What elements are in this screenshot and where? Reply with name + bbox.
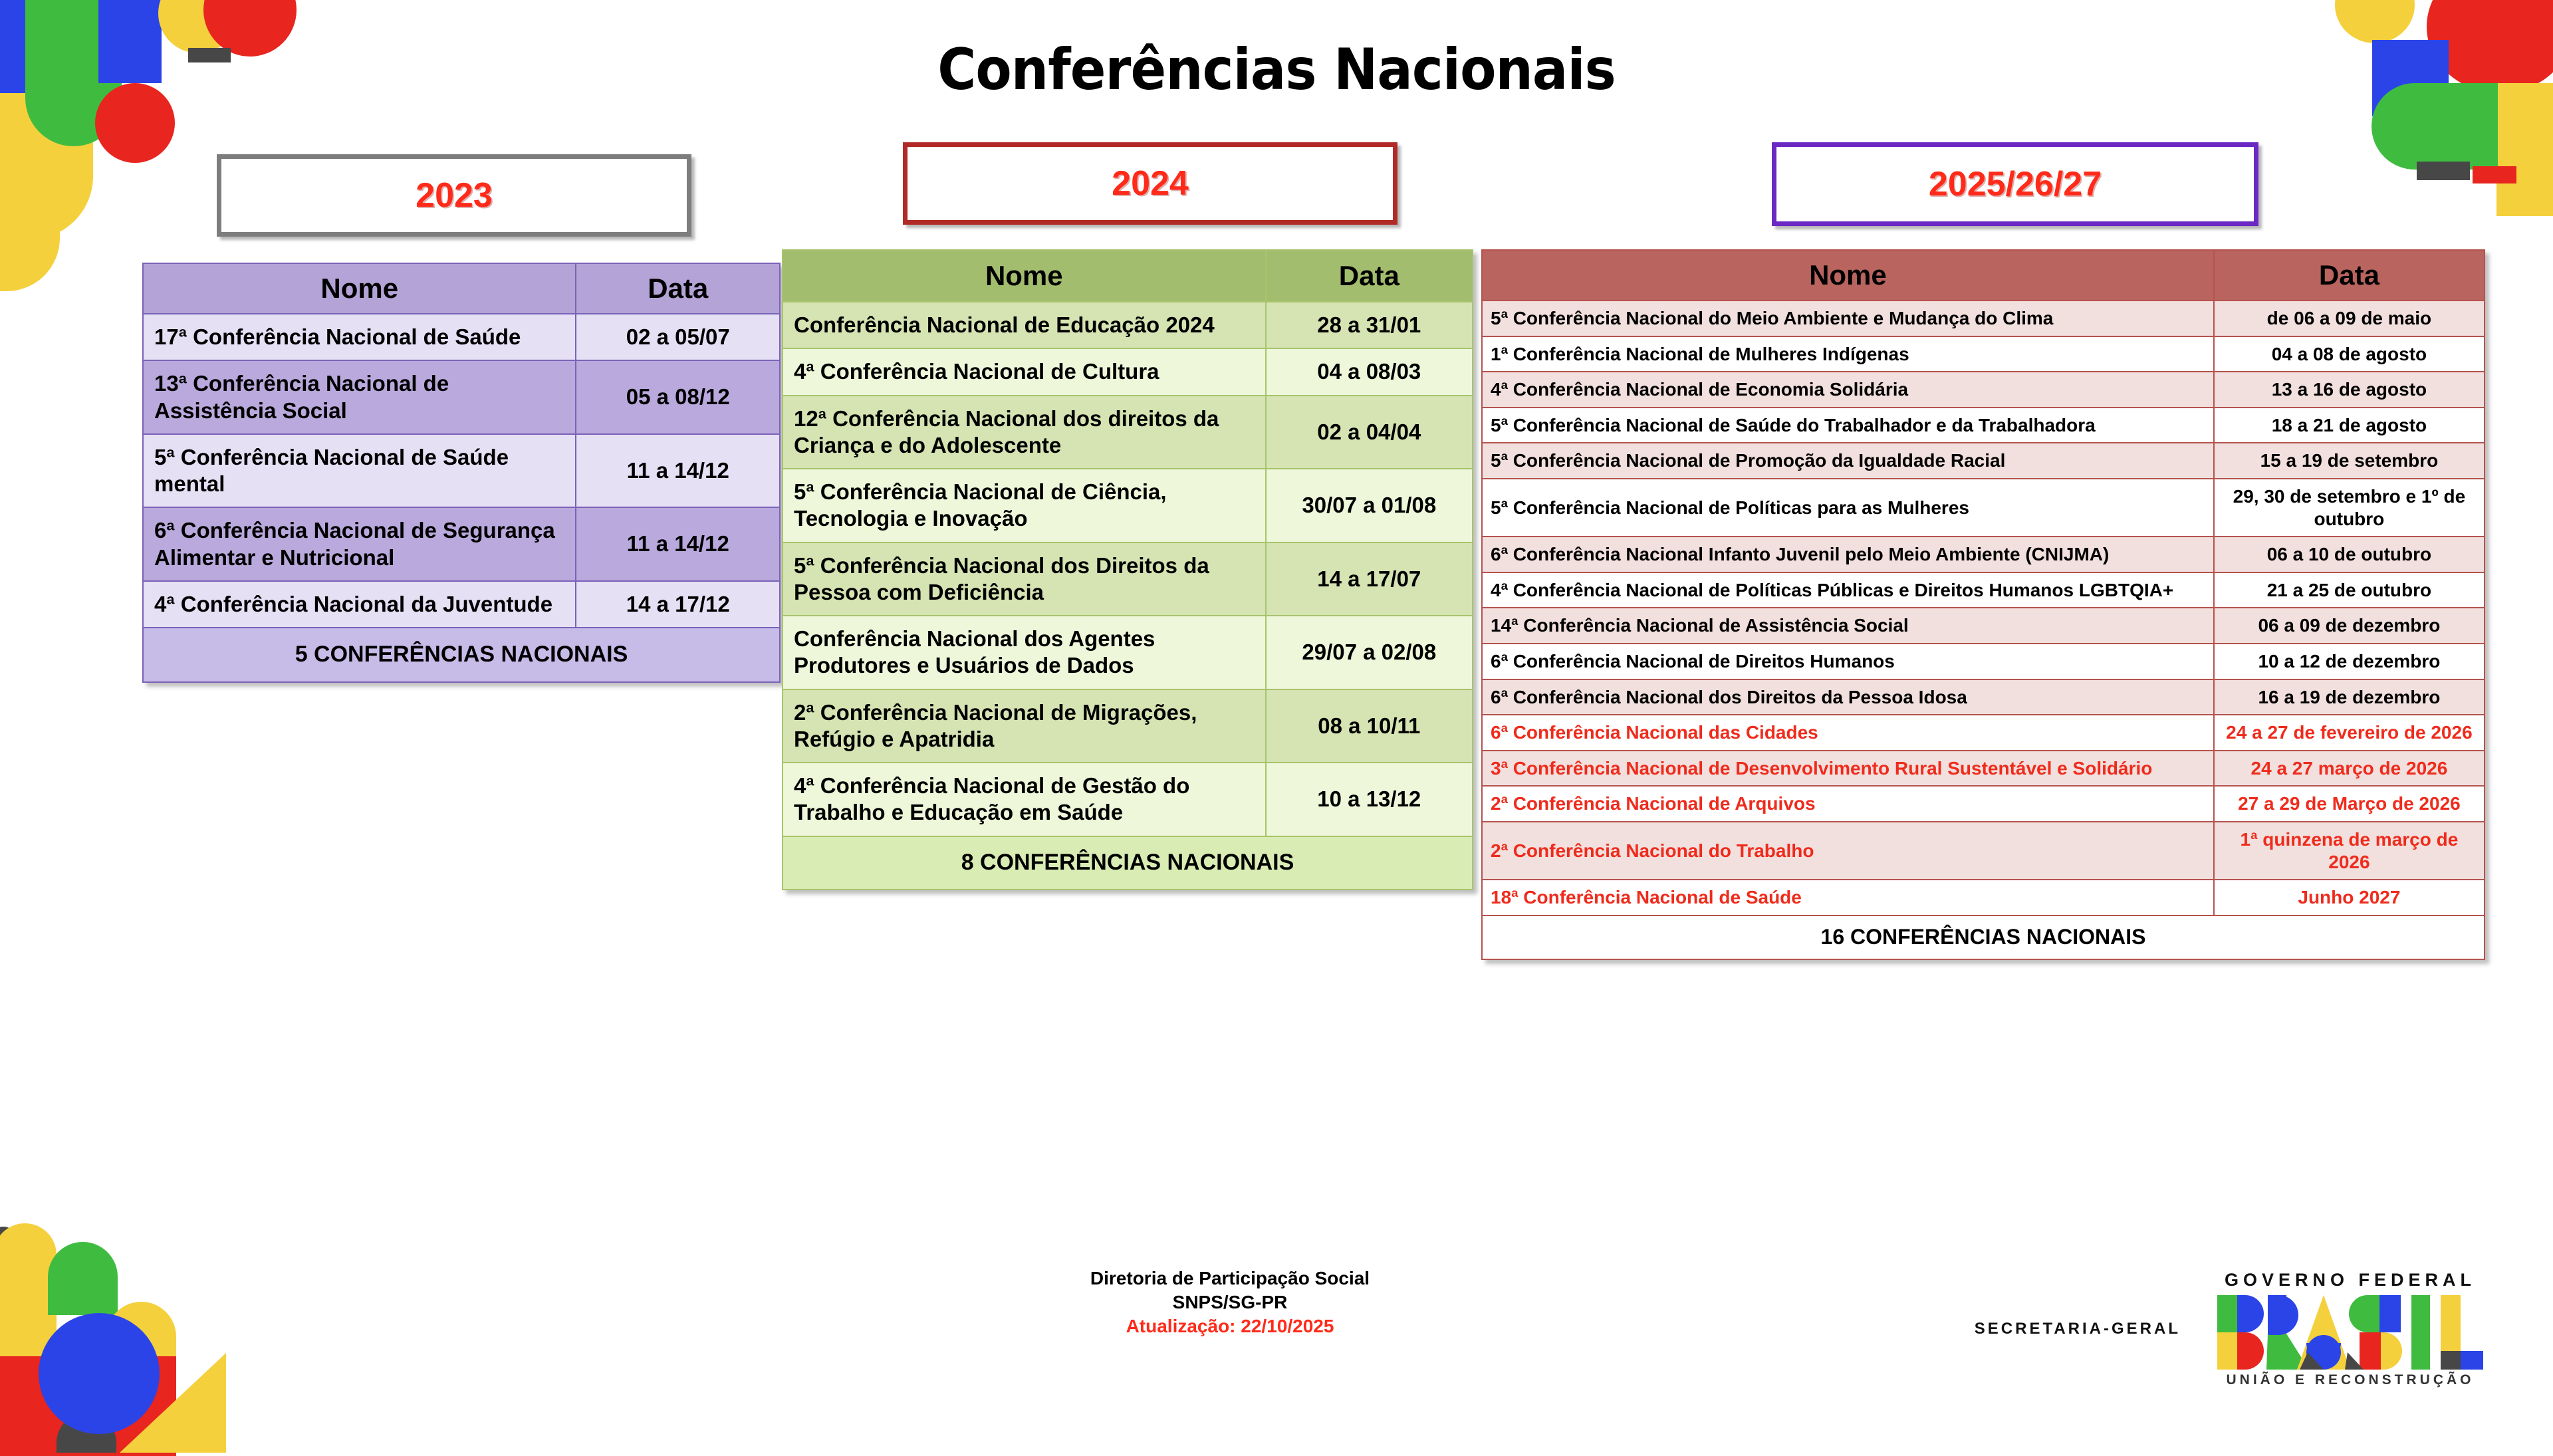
decoration-top-right-yellow-rect [2496,83,2553,216]
cell-conference-name: 14ª Conferência Nacional de Assistência Social [1482,608,2214,644]
table-header-row [783,250,1473,302]
cell-conference-name: 4ª Conferência Nacional de Gestão do Trabalho e Educação em Saúde [783,763,1266,836]
cell-conference-name: 5ª Conferência Nacional do Meio Ambiente e Mudança do Clima [1482,301,2214,336]
cell-conference-name: Conferência Nacional dos Agentes Produtores e Usuários de Dados [783,616,1266,689]
cell-conference-date: Junho 2027 [2214,880,2485,915]
decoration-bottom-left-yellow-capsule-2 [106,1302,176,1382]
table-row [783,348,1473,395]
cell-conference-date: 11 a 14/12 [576,507,780,581]
decoration-bottom-left-yellow-capsule [0,1223,57,1356]
table-row [783,396,1473,469]
conferences-table-2023 [142,263,781,683]
table-footer-row [143,628,780,682]
cell-conference-date: 10 a 12 de dezembro [2214,644,2485,679]
year-badge-2023-label: 2023 [416,176,493,215]
cell-conference-name: Conferência Nacional de Educação 2024 [783,302,1266,348]
column-header-name: Nome [1482,250,2214,301]
table-row [1482,786,2485,822]
cell-conference-name: 3ª Conferência Nacional de Desenvolvimento Rural Sustentável e Solidário [1482,751,2214,787]
cell-conference-name: 5ª Conferência Nacional de Promoção da Igualdade Racial [1482,443,2214,479]
decoration-bottom-left-blue-circle [39,1313,160,1434]
cell-conference-name: 18ª Conferência Nacional de Saúde [1482,880,2214,915]
decoration-top-right-dark-bar [2417,162,2470,180]
table-row [1482,408,2485,443]
table-footer-row [1482,915,2485,959]
logo-top-label: GOVERNO FEDERAL [2224,1270,2477,1290]
credits-line-2: SNPS/SG-PR [1172,1291,1288,1312]
table-body-2024 [783,302,1473,836]
cell-conference-name: 6ª Conferência Nacional Infanto Juvenil pelo Meio Ambiente (CNIJMA) [1482,537,2214,572]
cell-conference-date: 08 a 10/11 [1266,689,1473,763]
cell-conference-date: 29/07 a 02/08 [1266,616,1473,689]
year-badge-2025-label: 2025/26/27 [1928,165,2102,203]
table-row [1482,644,2485,679]
cell-conference-date: 04 a 08 de agosto [2214,336,2485,372]
table-row [783,689,1473,763]
cell-conference-name: 6ª Conferência Nacional dos Direitos da Pessoa Idosa [1482,679,2214,715]
cell-conference-date: 13 a 16 de agosto [2214,372,2485,408]
column-header-name: Nome [143,263,576,314]
table-footer-2025: 16 CONFERÊNCIAS NACIONAIS [1482,915,2485,959]
table-row [1482,880,2485,915]
year-badge-2024-label: 2024 [1112,164,1189,203]
column-header-name: Nome [783,250,1266,302]
cell-conference-name: 6ª Conferência Nacional das Cidades [1482,715,2214,751]
table-row [1482,443,2485,479]
decoration-bottom-left-dark-capsule [0,1227,17,1360]
table-row [1482,336,2485,372]
cell-conference-date: 16 a 19 de dezembro [2214,679,2485,715]
cell-conference-date: 14 a 17/07 [1266,543,1473,616]
cell-conference-date: 18 a 21 de agosto [2214,408,2485,443]
cell-conference-date: 28 a 31/01 [1266,302,1473,348]
cell-conference-name: 2ª Conferência Nacional de Migrações, Refúgio e Apatridia [783,689,1266,763]
table-header-row [1482,250,2485,301]
credits-update-date: Atualização: 22/10/2025 [1126,1315,1334,1336]
cell-conference-name: 6ª Conferência Nacional de Segurança Alimentar e Nutricional [143,507,576,581]
governo-federal-logo [2207,1270,2493,1388]
year-badge-2024 [903,142,1398,225]
table-row [1482,537,2485,572]
cell-conference-name: 5ª Conferência Nacional de Saúde do Trabalhador e da Trabalhadora [1482,408,2214,443]
decoration-top-right-red-bar [2473,166,2516,183]
table-row [1482,479,2485,537]
cell-conference-date: 14 a 17/12 [576,581,780,628]
conferences-table-2025-26-27 [1481,249,2485,960]
table-row [783,616,1473,689]
cell-conference-name: 17ª Conferência Nacional de Saúde [143,314,576,360]
table-row [1482,572,2485,608]
cell-conference-name: 4ª Conferência Nacional de Economia Solidária [1482,372,2214,408]
cell-conference-date: 24 a 27 de fevereiro de 2026 [2214,715,2485,751]
decoration-bottom-left-dark-capsule-2 [57,1413,116,1453]
table-row [143,360,780,434]
cell-conference-date: 1ª quinzena de março de 2026 [2214,822,2485,880]
table-row [143,434,780,508]
decoration-bottom-left-green-capsule [48,1242,118,1315]
column-header-date: Data [576,263,780,314]
cell-conference-name: 13ª Conferência Nacional de Assistência Social [143,360,576,434]
table-body-2025 [1482,301,2485,915]
cell-conference-date: 30/07 a 01/08 [1266,469,1473,543]
table-row [1482,372,2485,408]
cell-conference-date: 02 a 04/04 [1266,396,1473,469]
cell-conference-name: 1ª Conferência Nacional de Mulheres Indígenas [1482,336,2214,372]
cell-conference-date: 11 a 14/12 [576,434,780,508]
decoration-top-left-yellow-tall [0,125,60,291]
cell-conference-name: 5ª Conferência Nacional de Saúde mental [143,434,576,508]
cell-conference-name: 5ª Conferência Nacional de Políticas para as Mulheres [1482,479,2214,537]
table-row [143,314,780,360]
decoration-top-left-blue-square [0,0,100,93]
brasil-wordmark-icon [2217,1295,2483,1370]
year-badge-2023 [217,154,691,237]
table-row [783,469,1473,543]
table-row [1482,715,2485,751]
table-row [783,763,1473,836]
cell-conference-name: 12ª Conferência Nacional dos direitos da Criança e do Adolescente [783,396,1266,469]
cell-conference-date: 21 a 25 de outubro [2214,572,2485,608]
table-footer-2024: 8 CONFERÊNCIAS NACIONAIS [783,836,1473,890]
table-row [783,302,1473,348]
cell-conference-name: 4ª Conferência Nacional de Políticas Públicas e Direitos Humanos LGBTQIA+ [1482,572,2214,608]
logo-bottom-label: UNIÃO E RECONSTRUÇÃO [2226,1372,2475,1388]
cell-conference-name: 4ª Conferência Nacional da Juventude [143,581,576,628]
cell-conference-name: 2ª Conferência Nacional do Trabalho [1482,822,2214,880]
cell-conference-date: 10 a 13/12 [1266,763,1473,836]
cell-conference-date: 04 a 08/03 [1266,348,1473,395]
table-row [1482,679,2485,715]
table-row [143,507,780,581]
cell-conference-date: 06 a 09 de dezembro [2214,608,2485,644]
decoration-top-left-red-triangle [0,40,106,126]
cell-conference-name: 2ª Conferência Nacional de Arquivos [1482,786,2214,822]
page-title: Conferências Nacionais [937,37,1616,103]
cell-conference-date: 24 a 27 março de 2026 [2214,751,2485,787]
cell-conference-date: 29, 30 de setembro e 1º de outubro [2214,479,2485,537]
cell-conference-name: 5ª Conferência Nacional dos Direitos da Pessoa com Deficiência [783,543,1266,616]
column-header-date: Data [1266,250,1473,302]
conferences-table-2024 [782,249,1473,890]
cell-conference-name: 5ª Conferência Nacional de Ciência, Tecnologia e Inovação [783,469,1266,543]
table-footer-2023: 5 CONFERÊNCIAS NACIONAIS [143,628,780,682]
column-header-date: Data [2214,250,2485,301]
decoration-bottom-left-red-rect [0,1356,176,1456]
decoration-bottom-left-yellow-triangle [120,1353,226,1453]
table-row [1482,608,2485,644]
table-footer-row [783,836,1473,890]
table-row [143,581,780,628]
table-row [1482,822,2485,880]
cell-conference-date: 27 a 29 de Março de 2026 [2214,786,2485,822]
credits-line-1: Diretoria de Participação Social [1090,1268,1370,1288]
table-row [1482,301,2485,336]
cell-conference-name: 6ª Conferência Nacional de Direitos Humanos [1482,644,2214,679]
table-header-row [143,263,780,314]
year-badge-2025-26-27 [1772,142,2258,226]
cell-conference-date: 06 a 10 de outubro [2214,537,2485,572]
cell-conference-date: 02 a 05/07 [576,314,780,360]
decoration-top-left-yellow-round [0,66,93,239]
cell-conference-date: 05 a 08/12 [576,360,780,434]
table-row [783,543,1473,616]
cell-conference-date: 15 a 19 de setembro [2214,443,2485,479]
table-row [1482,751,2485,787]
secretaria-geral-label: SECRETARIA-GERAL [1974,1320,2181,1338]
cell-conference-date: de 06 a 09 de maio [2214,301,2485,336]
cell-conference-name: 4ª Conferência Nacional de Cultura [783,348,1266,395]
table-body-2023 [143,314,780,628]
